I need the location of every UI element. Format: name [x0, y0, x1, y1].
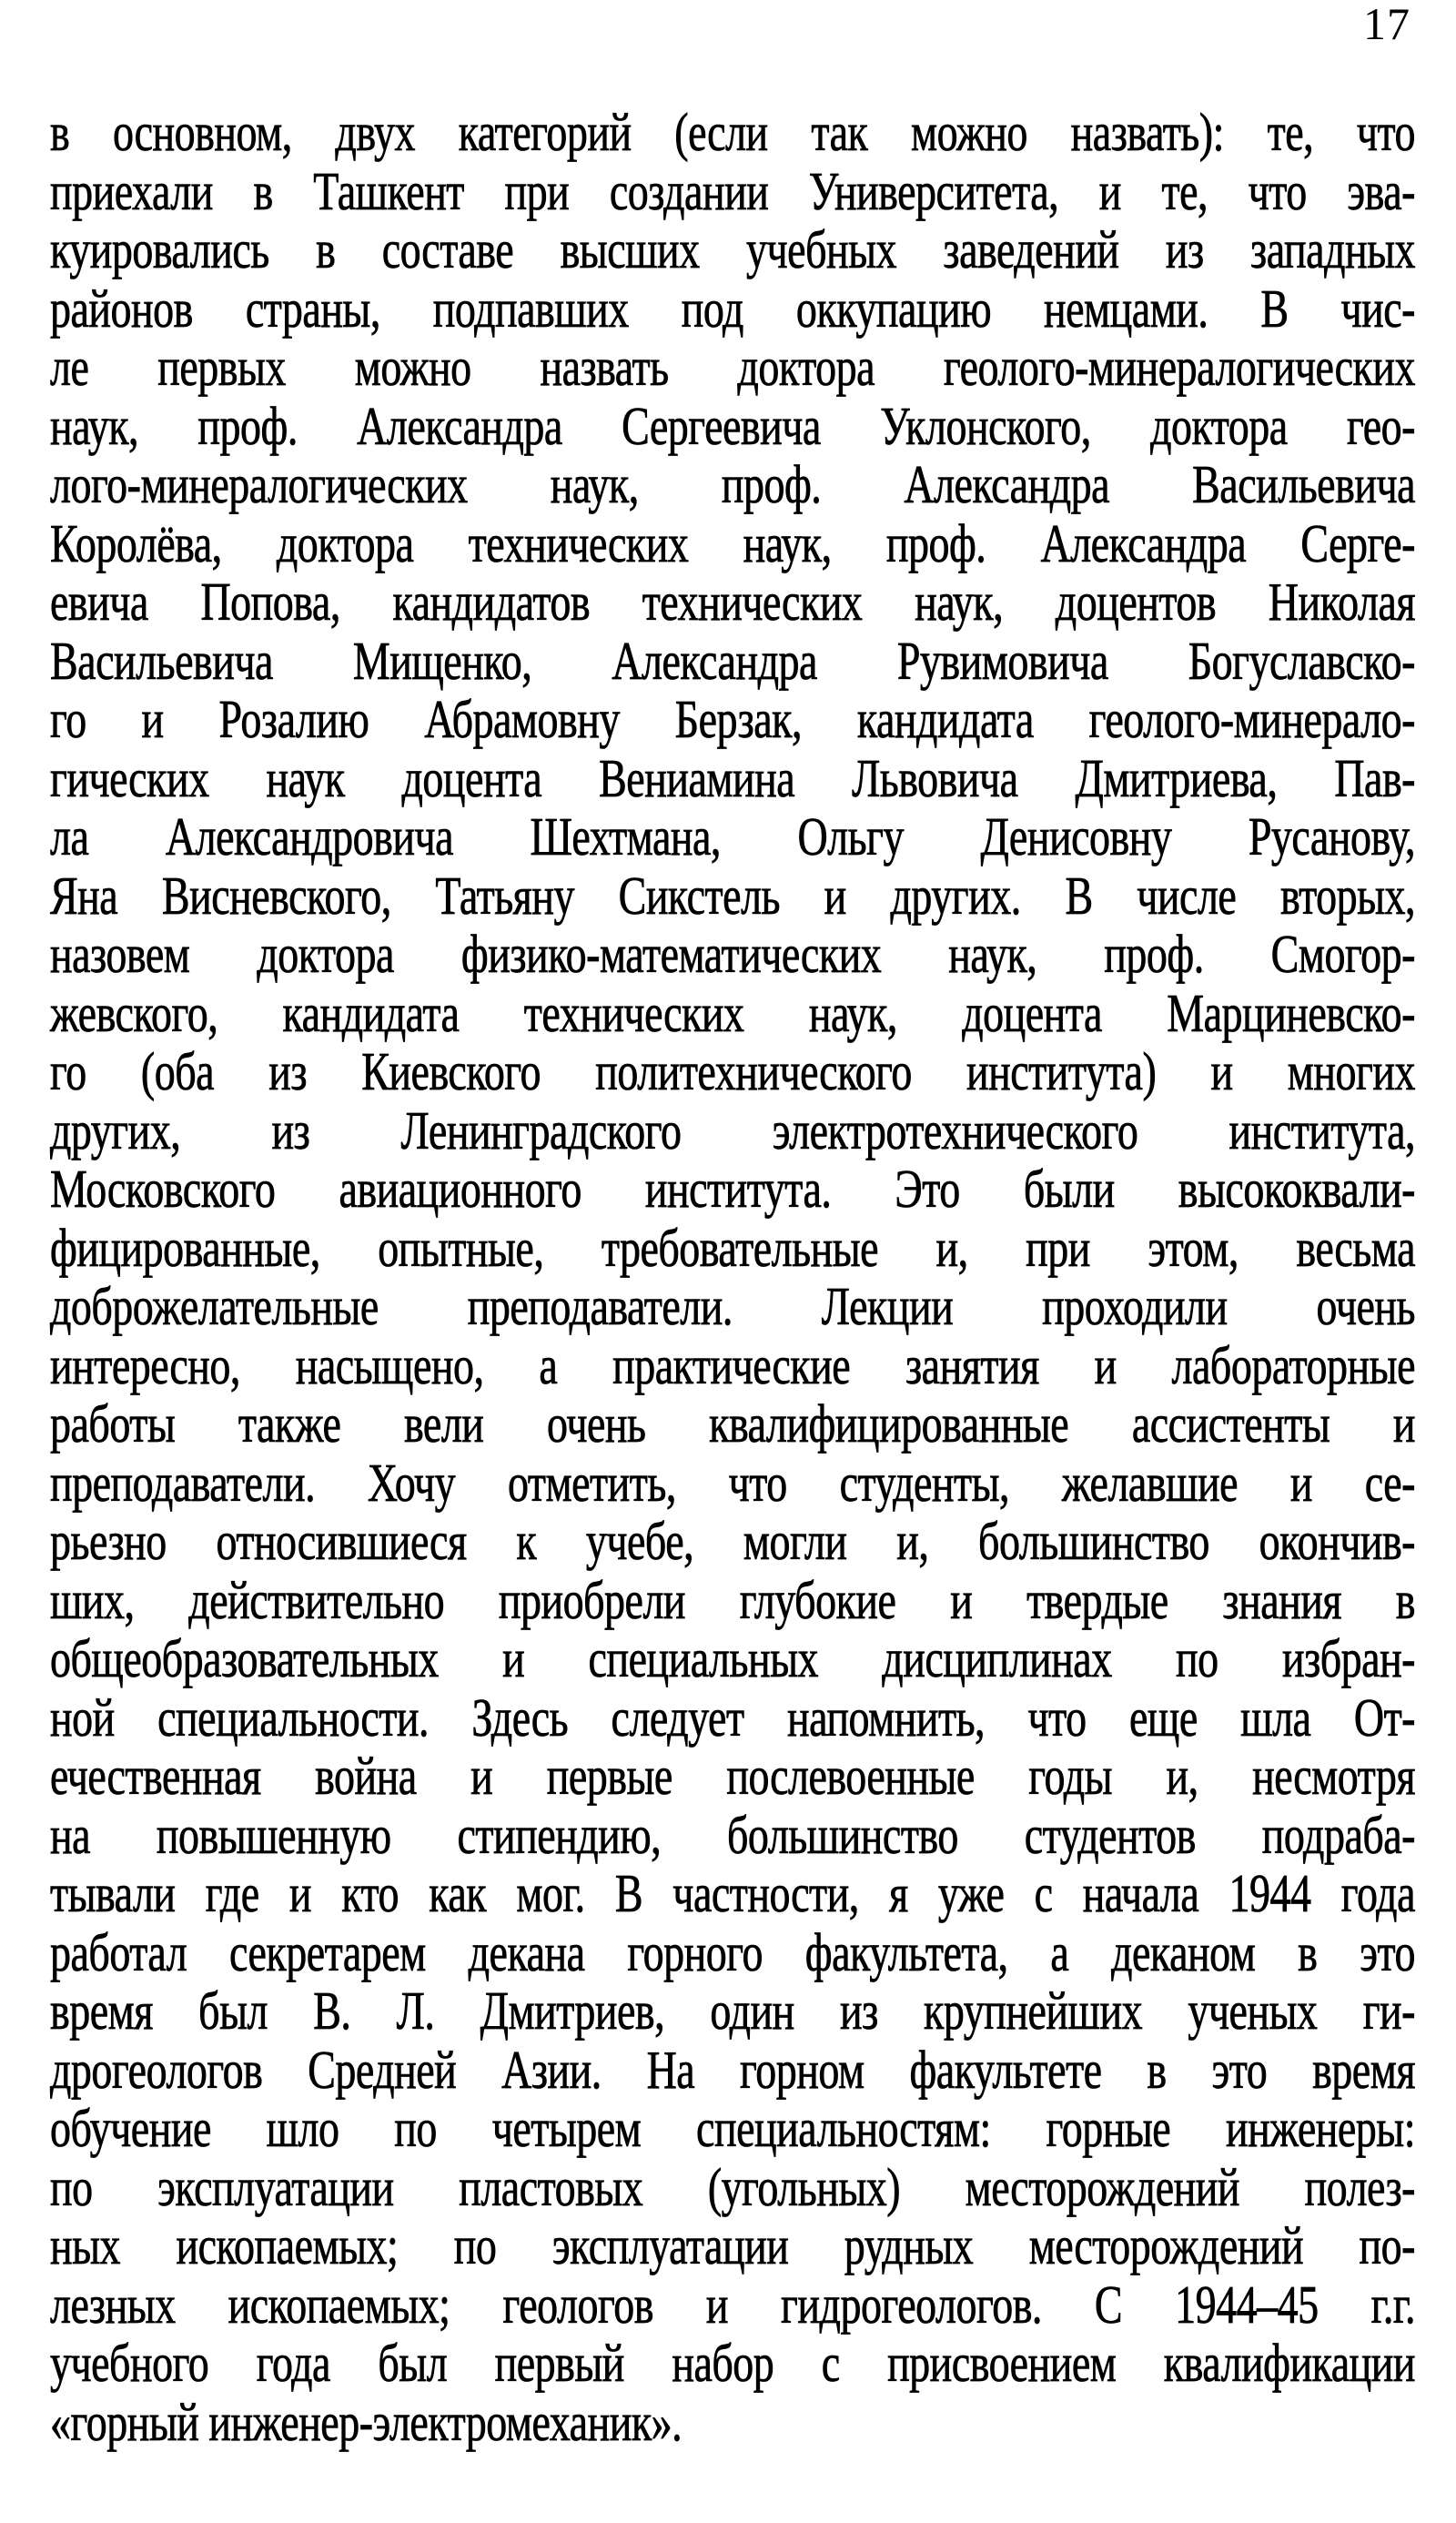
text-line: лезных ископаемых; геологов и гидрогеологов. С 1944–45 г.г. — [50, 2275, 1415, 2335]
text-line: работы также вели очень квалифицированные ассистенты и — [50, 1393, 1415, 1454]
text-line: евича Попова, кандидатов технических наук, доцентов Николая — [50, 572, 1415, 632]
text-line: ших, действительно приобрели глубокие и твердые знания в — [50, 1570, 1415, 1630]
text-line: гических наук доцента Вениамина Львовича Дмитриева, Пав- — [50, 748, 1415, 808]
text-line: го и Розалию Абрамовну Берзак, кандидата геолого-минерало- — [50, 689, 1415, 749]
text-line: обучение шло по четырем специальностям: горные инженеры: — [50, 2098, 1415, 2158]
text-line: приехали в Ташкент при создании Университета, и те, что эва- — [50, 161, 1415, 221]
text-line: интересно, насыщено, а практические занятия и лабораторные — [50, 1335, 1415, 1395]
text-line: в основном, двух категорий (если так можно назвать): те, что — [50, 102, 1415, 162]
text-line: дрогеологов Средней Азии. На горном факультете в это время — [50, 2040, 1415, 2100]
body-text-block — [50, 104, 1415, 2452]
text-line: работал секретарем декана горного факультета, а деканом в это — [50, 1922, 1415, 1982]
text-line: доброжелательные преподаватели. Лекции проходили очень — [50, 1276, 1415, 1336]
text-line: Московского авиационного института. Это были высококвали- — [50, 1159, 1415, 1219]
text-line: ной специальности. Здесь следует напомнить, что еще шла От- — [50, 1687, 1415, 1748]
text-line: Васильевича Мищенко, Александра Рувимовича Богуславско- — [50, 631, 1415, 691]
text-line: рьезно относившиеся к учебе, могли и, большинство окончив- — [50, 1511, 1415, 1571]
text-line: районов страны, подпавших под оккупацию немцами. В чис- — [50, 279, 1415, 339]
text-line: лого-минералогических наук, проф. Александра Васильевича — [50, 454, 1415, 514]
text-line: жевского, кандидата технических наук, доцента Марциневско- — [50, 983, 1415, 1043]
text-line: Яна Висневского, Татьяну Сикстель и других. В числе вторых, — [50, 866, 1415, 926]
text-line: го (оба из Киевского политехнического института) и многих — [50, 1041, 1415, 1101]
text-line: других, из Ленинградского электротехнического института, — [50, 1100, 1415, 1160]
text-line: по эксплуатации пластовых (угольных) месторождений полез- — [50, 2157, 1415, 2217]
text-line: фицированные, опытные, требовательные и, при этом, весьма — [50, 1218, 1415, 1278]
text-line: ле первых можно назвать доктора геолого-минералогических — [50, 337, 1415, 397]
text-line: учебного года был первый набор с присвоением квалификации — [50, 2333, 1415, 2393]
text-line: преподаватели. Хочу отметить, что студенты, желавшие и се- — [50, 1453, 1415, 1513]
text-line: ла Александровича Шехтмана, Ольгу Денисовну Русанову, — [50, 806, 1415, 866]
text-line: куировались в составе высших учебных заведений из западных — [50, 219, 1415, 279]
text-line: на повышенную стипендию, большинство студентов подраба- — [50, 1805, 1415, 1865]
text-line: тывали где и кто как мог. В частности, я уже с начала 1944 года — [50, 1863, 1415, 1923]
text-line: назовем доктора физико-математических наук, проф. Смогор- — [50, 924, 1415, 984]
text-line: ечественная война и первые послевоенные годы и, несмотря — [50, 1746, 1415, 1806]
text-line: наук, проф. Александра Сергеевича Уклонского, доктора гео- — [50, 396, 1415, 456]
text-line: ных ископаемых; по эксплуатации рудных месторождений по- — [50, 2215, 1415, 2275]
text-line: Королёва, доктора технических наук, проф. Александра Серге- — [50, 513, 1415, 573]
page-number: 17 — [1363, 0, 1410, 49]
text-line: «горный инженер-электромеханик». — [50, 2392, 682, 2452]
text-line: общеобразовательных и специальных дисциплинах по избран- — [50, 1628, 1415, 1688]
text-line: время был В. Л. Дмитриев, один из крупнейших ученых ги- — [50, 1981, 1415, 2041]
